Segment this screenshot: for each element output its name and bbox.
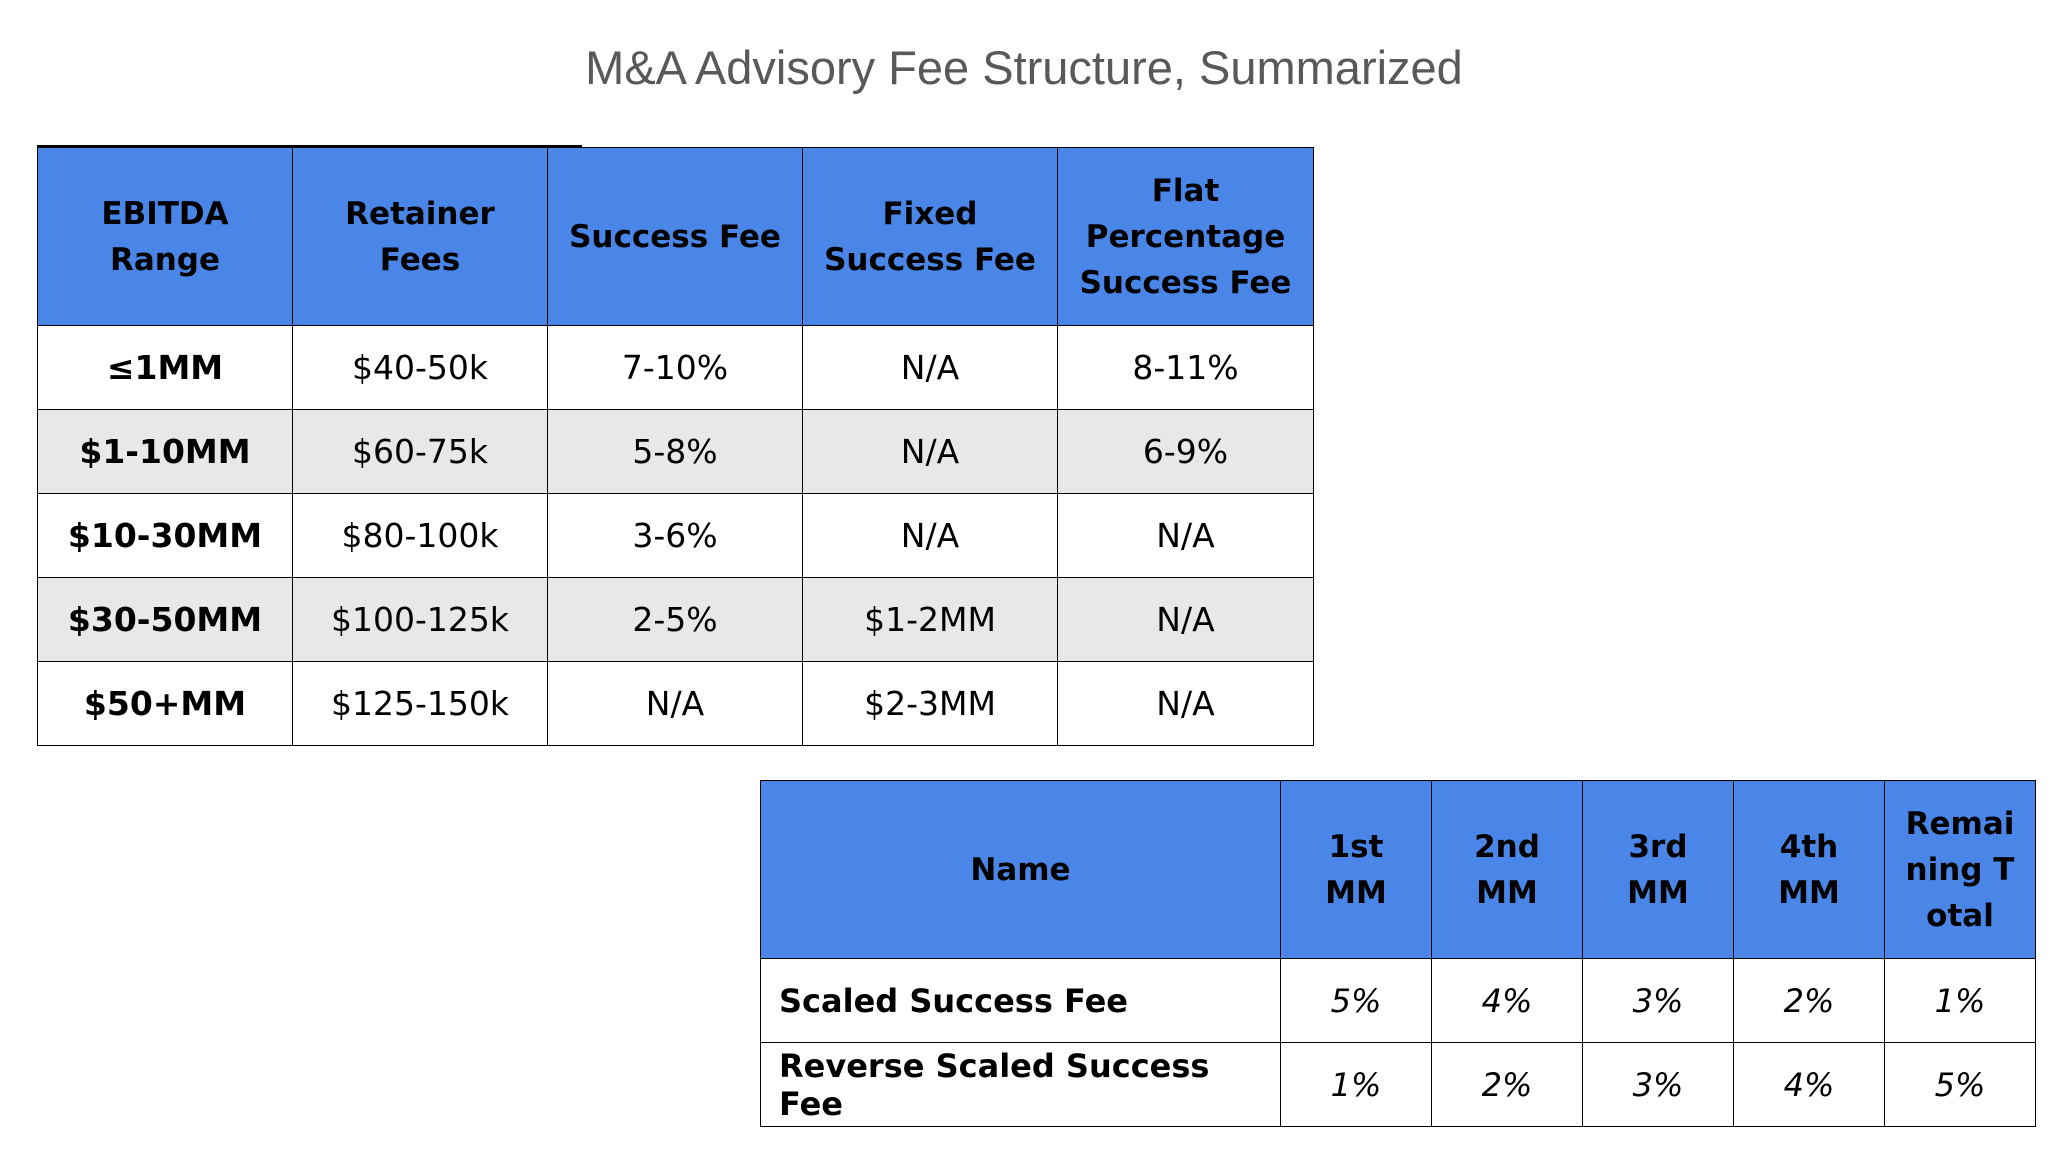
table-row [38,662,1314,746]
percentage-cell: 3% [1583,1043,1734,1127]
success-fee-cell: N/A [548,662,803,746]
percentage-cell: 4% [1734,1043,1885,1127]
success-fee-cell: 5-8% [548,410,803,494]
table-row [38,578,1314,662]
header-1st-mm: 1st MM [1281,781,1432,959]
ebitda-range-cell: $30-50MM [38,578,293,662]
fixed-success-fee-cell: $2-3MM [803,662,1058,746]
table-row [38,326,1314,410]
fee-structure-table [37,147,1314,746]
flat-percentage-cell: 8-11% [1058,326,1314,410]
table-row [761,1043,2036,1127]
ebitda-range-cell: $1-10MM [38,410,293,494]
retainer-fee-cell: $125-150k [293,662,548,746]
table-header-row [38,148,1314,326]
fixed-success-fee-cell: N/A [803,410,1058,494]
ebitda-range-cell: $50+MM [38,662,293,746]
percentage-cell: 1% [1281,1043,1432,1127]
header-name: Name [761,781,1281,959]
table-row [761,959,2036,1043]
percentage-cell: 1% [1885,959,2036,1043]
percentage-cell: 5% [1885,1043,2036,1127]
header-success-fee: Success Fee [548,148,803,326]
fixed-success-fee-cell: N/A [803,494,1058,578]
retainer-fee-cell: $100-125k [293,578,548,662]
fee-name-cell: Scaled Success Fee [761,959,1281,1043]
header-fixed-success-fee: Fixed Success Fee [803,148,1058,326]
page-title: M&A Advisory Fee Structure, Summarized [585,41,1463,94]
fixed-success-fee-cell: $1-2MM [803,578,1058,662]
header-remaining-total: Remaining Total [1885,781,2036,959]
scaled-success-fee-table [760,780,2036,1127]
ebitda-range-cell: $10-30MM [38,494,293,578]
percentage-cell: 3% [1583,959,1734,1043]
fee-name-cell: Reverse Scaled Success Fee [761,1043,1281,1127]
flat-percentage-cell: N/A [1058,494,1314,578]
success-fee-cell: 3-6% [548,494,803,578]
retainer-fee-cell: $80-100k [293,494,548,578]
percentage-cell: 2% [1432,1043,1583,1127]
ebitda-range-cell: ≤1MM [38,326,293,410]
flat-percentage-cell: N/A [1058,578,1314,662]
success-fee-cell: 2-5% [548,578,803,662]
table-header-row [761,781,2036,959]
table-row [38,410,1314,494]
header-2nd-mm: 2nd MM [1432,781,1583,959]
success-fee-cell: 7-10% [548,326,803,410]
header-3rd-mm: 3rd MM [1583,781,1734,959]
table-row [38,494,1314,578]
retainer-fee-cell: $60-75k [293,410,548,494]
fixed-success-fee-cell: N/A [803,326,1058,410]
flat-percentage-cell: 6-9% [1058,410,1314,494]
percentage-cell: 5% [1281,959,1432,1043]
retainer-fee-cell: $40-50k [293,326,548,410]
header-4th-mm: 4th MM [1734,781,1885,959]
percentage-cell: 2% [1734,959,1885,1043]
flat-percentage-cell: N/A [1058,662,1314,746]
header-flat-percentage-success-fee: Flat Percentage Success Fee [1058,148,1314,326]
percentage-cell: 4% [1432,959,1583,1043]
header-retainer-fees: Retainer Fees [293,148,548,326]
header-ebitda-range: EBITDA Range [38,148,293,326]
